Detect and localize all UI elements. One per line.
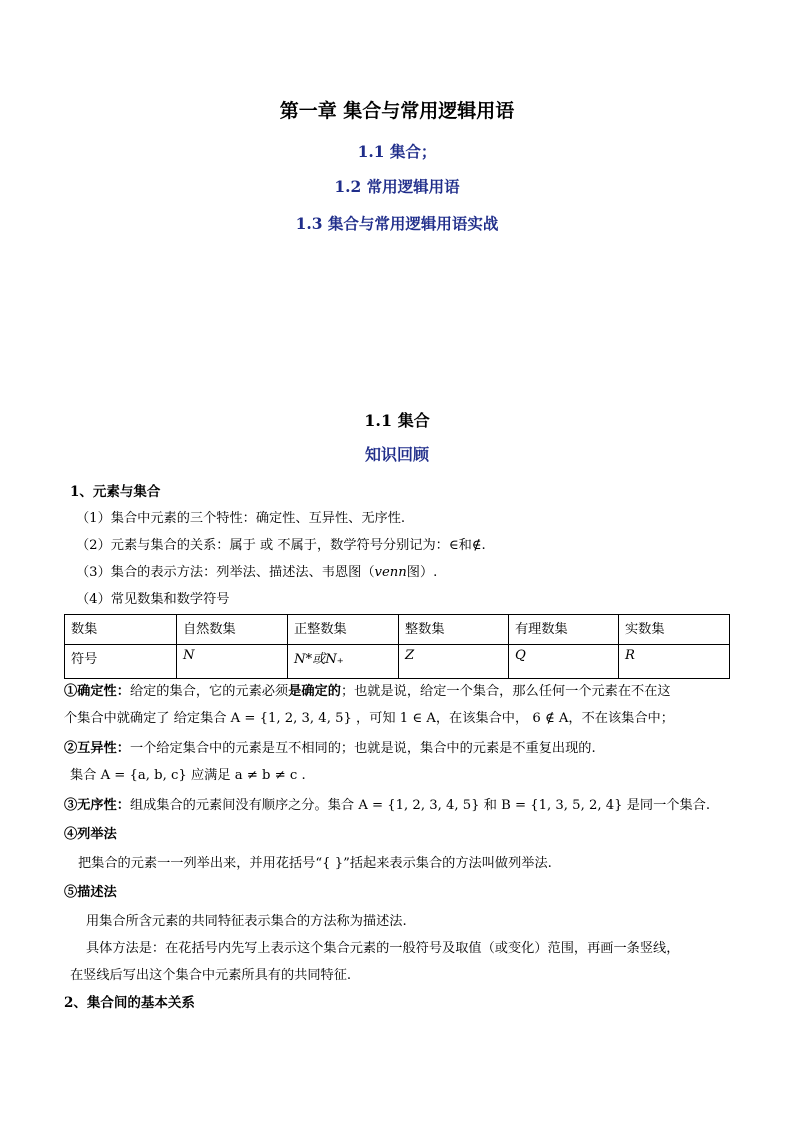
note-1	[64, 680, 671, 699]
venn-label: venn	[374, 565, 407, 580]
note-3-label: ③无序性：	[64, 798, 130, 813]
table-header-row	[65, 615, 730, 645]
table-cell: Z	[399, 645, 509, 679]
table-cell: N	[176, 645, 287, 679]
subtitle-1-3: 1.3 集合与常用逻辑用语实战	[295, 214, 499, 233]
note-4-text: 把集合的元素一一列举出来，并用花括号“{ }”括起来表示集合的方法叫做列举法.	[78, 856, 552, 871]
table-cell: R	[618, 645, 729, 679]
part1-item1: （1）集合中元素的三个特性：确定性、互异性、无序性.	[76, 511, 406, 526]
table-cell: 实数集	[618, 615, 729, 645]
subtitle-1-1: 1.1 集合；	[357, 142, 437, 161]
note-5-text2: 具体方法是：在花括号内先写上表示这个集合元素的一般符号及取值（或变化）范围，再画一条竖线，	[86, 941, 680, 956]
note-5-text3: 在竖线后写出这个集合中元素所具有的共同特征.	[70, 968, 352, 983]
note-4-label: ④列举法	[64, 827, 117, 842]
table-cell: 自然数集	[176, 615, 287, 645]
table-cell: 符号	[65, 645, 177, 679]
part1-heading: 1、元素与集合	[70, 484, 161, 500]
table-cell: 正整数集	[287, 615, 398, 645]
table-row	[65, 645, 730, 679]
part1-item3	[76, 561, 437, 580]
part2-heading: 2、集合间的基本关系	[64, 995, 195, 1011]
table-cell: 有理数集	[508, 615, 618, 645]
part1-item3-text: （3）集合的表示方法：列举法、描述法、韦恩图（	[76, 565, 375, 580]
note-1-bold: 是确定的	[288, 684, 341, 699]
note-5-label: ⑤描述法	[64, 885, 117, 900]
part1-item2: （2）元素与集合的关系：属于 或 不属于，数学符号分别记为：∈和∉.	[76, 538, 486, 553]
chapter-title: 第一章 集合与常用逻辑用语	[279, 100, 515, 122]
note-1-label: ①确定性：	[64, 684, 130, 699]
note-2	[64, 737, 596, 756]
table-cell: Q	[508, 645, 618, 679]
note-1-text-b: ；也就是说，给定一个集合，那么任何一个元素在不在这	[340, 684, 671, 699]
table-cell: 数集	[65, 615, 177, 645]
number-sets-table	[64, 614, 730, 679]
section-title: 1.1 集合	[364, 411, 430, 430]
section-subtitle: 知识回顾	[364, 445, 429, 464]
note-2-text: 一个给定集合中的元素是互不相同的；也就是说，集合中的元素是不重复出现的.	[129, 741, 596, 756]
part1-item3-end: 图）.	[406, 565, 438, 580]
table-cell: N*或N₊	[287, 645, 398, 679]
subtitle-1-2: 1.2 常用逻辑用语	[334, 177, 460, 196]
note-2-line2: 集合 A = {a, b, c} 应满足 a ≠ b ≠ c .	[70, 768, 306, 783]
table-cell: 整数集	[399, 615, 509, 645]
part1-item4: （4）常见数集和数学符号	[76, 592, 230, 607]
note-1-text-a: 给定的集合，它的元素必须	[129, 684, 289, 699]
note-1-line2: 个集合中就确定了 给定集合 A = {1, 2, 3, 4, 5} ，可知 1 ∈ A，在该集合中， 6 ∉ A，不在该集合中；	[64, 711, 674, 726]
note-2-label: ②互异性：	[64, 741, 130, 756]
note-3-text: 组成集合的元素间没有顺序之分。集合 A = {1, 2, 3, 4, 5} 和 B = {1, 3, 5, 2, 4} 是同一个集合.	[129, 798, 711, 813]
note-3	[64, 794, 710, 813]
note-5-text1: 用集合所含元素的共同特征表示集合的方法称为描述法.	[86, 914, 407, 929]
